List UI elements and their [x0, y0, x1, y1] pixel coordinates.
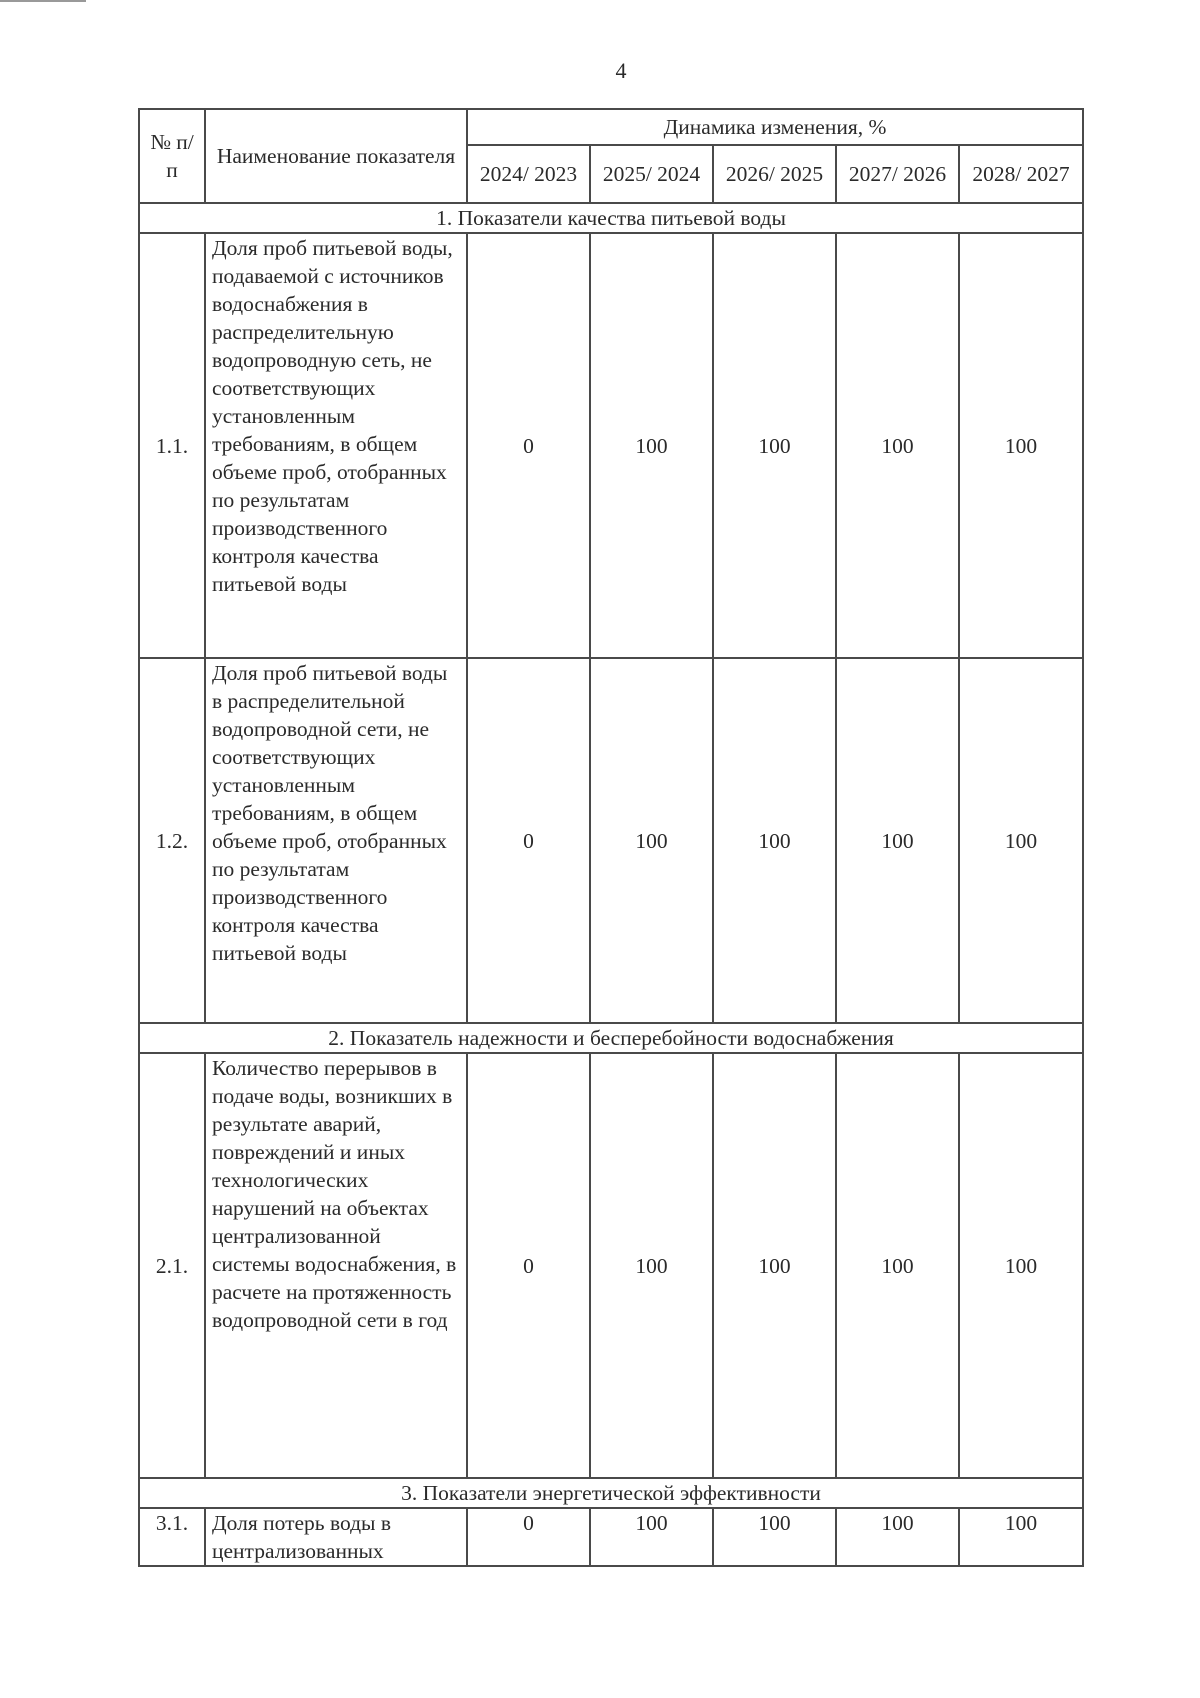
section-title: 2. Показатель надежности и бесперебойности водоснабжения: [139, 1023, 1083, 1053]
value-cell: 100: [713, 658, 836, 1023]
row-number: 2.1.: [139, 1053, 205, 1478]
table-row: [139, 1053, 1083, 1478]
value-cell: 0: [467, 1053, 590, 1478]
value-cell: 100: [959, 1053, 1083, 1478]
value-cell: 100: [590, 658, 713, 1023]
value-cell: 100: [713, 1053, 836, 1478]
header-period: 2025/ 2024: [590, 145, 713, 203]
value-cell: 100: [959, 1508, 1083, 1566]
section-row: [139, 1023, 1083, 1053]
value-cell: 100: [836, 233, 959, 658]
section-title: 1. Показатели качества питьевой воды: [139, 203, 1083, 233]
header-period: 2027/ 2026: [836, 145, 959, 203]
value-cell: 100: [590, 1508, 713, 1566]
value-cell: 0: [467, 233, 590, 658]
indicator-name: Доля потерь воды в централизованных: [205, 1508, 467, 1566]
section-row: [139, 1478, 1083, 1508]
page-number: 4: [615, 58, 627, 83]
table-row: [139, 658, 1083, 1023]
indicator-name: Доля проб питьевой воды, подаваемой с источников водоснабжения в распределительную водопроводную сеть, не соответствующих установленным требованиям, в общем объеме проб, отобранных по результатам производственного контроля качества питьевой воды: [205, 233, 467, 658]
value-cell: 100: [713, 233, 836, 658]
indicator-name: Количество перерывов в подаче воды, возникших в результате аварий, повреждений и иных технологических нарушений на объектах централизованной системы водоснабжения, в расчете на протяженность водопроводной сети в год: [205, 1053, 467, 1478]
indicators-table: [138, 108, 1084, 1567]
value-cell: 100: [836, 1053, 959, 1478]
value-cell: 100: [836, 1508, 959, 1566]
header-dynamics-col: Динамика изменения, %: [467, 109, 1083, 145]
value-cell: 100: [959, 233, 1083, 658]
row-number: 1.2.: [139, 658, 205, 1023]
section-title: 3. Показатели энергетической эффективности: [139, 1478, 1083, 1508]
header-num-col: № п/п: [139, 109, 205, 203]
section-row: [139, 203, 1083, 233]
indicator-name: Доля проб питьевой воды в распределительной водопроводной сети, не соответствующих установленным требованиям, в общем объеме проб, отобранных по результатам производственного контроля качества питьевой воды: [205, 658, 467, 1023]
table-row: [139, 233, 1083, 658]
value-cell: 0: [467, 658, 590, 1023]
header-period: 2024/ 2023: [467, 145, 590, 203]
header-period: 2028/ 2027: [959, 145, 1083, 203]
header-period: 2026/ 2025: [713, 145, 836, 203]
value-cell: 100: [590, 233, 713, 658]
row-number: 1.1.: [139, 233, 205, 658]
value-cell: 100: [713, 1508, 836, 1566]
table-row: [139, 1508, 1083, 1566]
value-cell: 100: [590, 1053, 713, 1478]
row-number: 3.1.: [139, 1508, 205, 1566]
value-cell: 100: [836, 658, 959, 1023]
value-cell: 100: [959, 658, 1083, 1023]
scan-edge-mark: [0, 0, 86, 2]
value-cell: 0: [467, 1508, 590, 1566]
header-name-col: Наименование показателя: [205, 109, 467, 203]
